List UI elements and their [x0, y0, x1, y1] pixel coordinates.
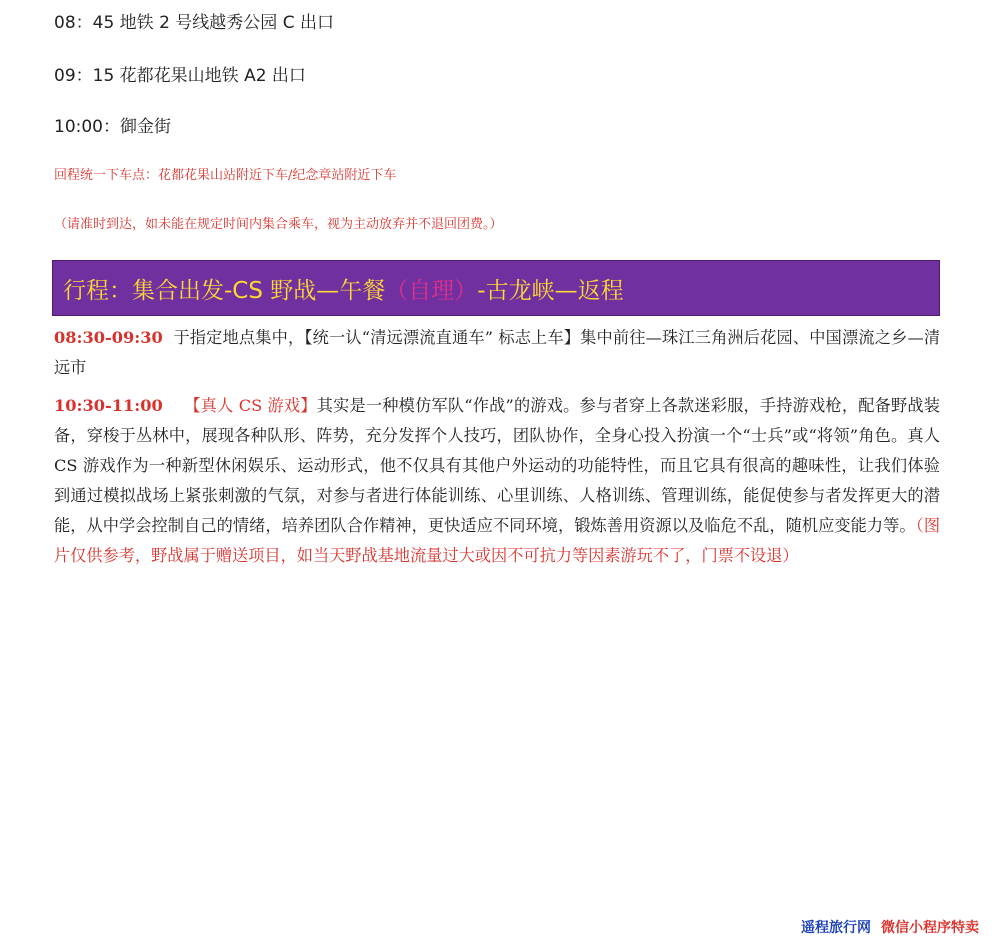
itinerary-title-highlight: （自理）: [385, 277, 478, 304]
activity-disclaimer: （图片仅供参考，野战属于赠送项目，如当天野战基地流量过大或因不可抗力等因素游玩不了，门票不设退）: [54, 516, 941, 565]
promo-text: 微信小程序特卖: [881, 920, 979, 936]
pickup-point-2: 09：15 花都花果山地铁 A2 出口: [54, 66, 306, 86]
schedule-description: 其实是一种模仿军队“作战”的游戏。参与者穿上各款迷彩服，手持游戏枪，配备野战装备，穿梭于丛林中，展现各种队形、阵势，充分发挥个人技巧，团队协作，全身心投入扮演一个“士兵”或“将领”角色。真人 CS 游戏作为一种新型休闲娱乐、运动形式，他不仅具有其他户外运动的功能特性，而且它具有很高的趣味性，让我们体验到通过模拟战场上紧张刺激的气氛，对参与者进行体能训练、心里训练、人格训练、管理训练，能促使参与者发挥更大的潜能，从中学会控制自己的情绪，培养团队合作精神，更快适应不同环境，锻炼善用资源以及临危不乱，随机应变能力等。: [54, 396, 940, 535]
return-dropoff-note: 回程统一下车点：花都花果山站附近下车/纪念章站附近下车: [54, 168, 397, 183]
schedule-description: 于指定地点集中，【统一认“清远漂流直通车” 标志上车】集中前往—珠江三角洲后花园、中国漂流之乡—清远市: [54, 328, 941, 377]
itinerary-title-prefix: 行程：集合出发-CS 野战—午餐: [63, 277, 386, 304]
schedule-time: 10:30-11:00: [54, 396, 163, 415]
activity-tag: 【真人 CS 游戏】: [184, 396, 317, 415]
schedule-item-1: [54, 323, 940, 383]
schedule-item-2: [54, 391, 940, 571]
pickup-point-1: 08：45 地铁 2 号线越秀公园 C 出口: [54, 13, 334, 33]
punctuality-note: （请准时到达，如未能在规定时间内集合乘车，视为主动放弃并不退回团费。）: [54, 217, 503, 232]
schedule-time: 08:30-09:30: [54, 328, 163, 347]
pickup-point-3: 10:00：御金街: [54, 117, 171, 137]
brand-name: 遥程旅行网: [801, 920, 871, 936]
itinerary-banner: [52, 260, 940, 316]
itinerary-title-suffix: -古龙峡—返程: [477, 277, 624, 304]
footer-watermark: [801, 917, 979, 937]
